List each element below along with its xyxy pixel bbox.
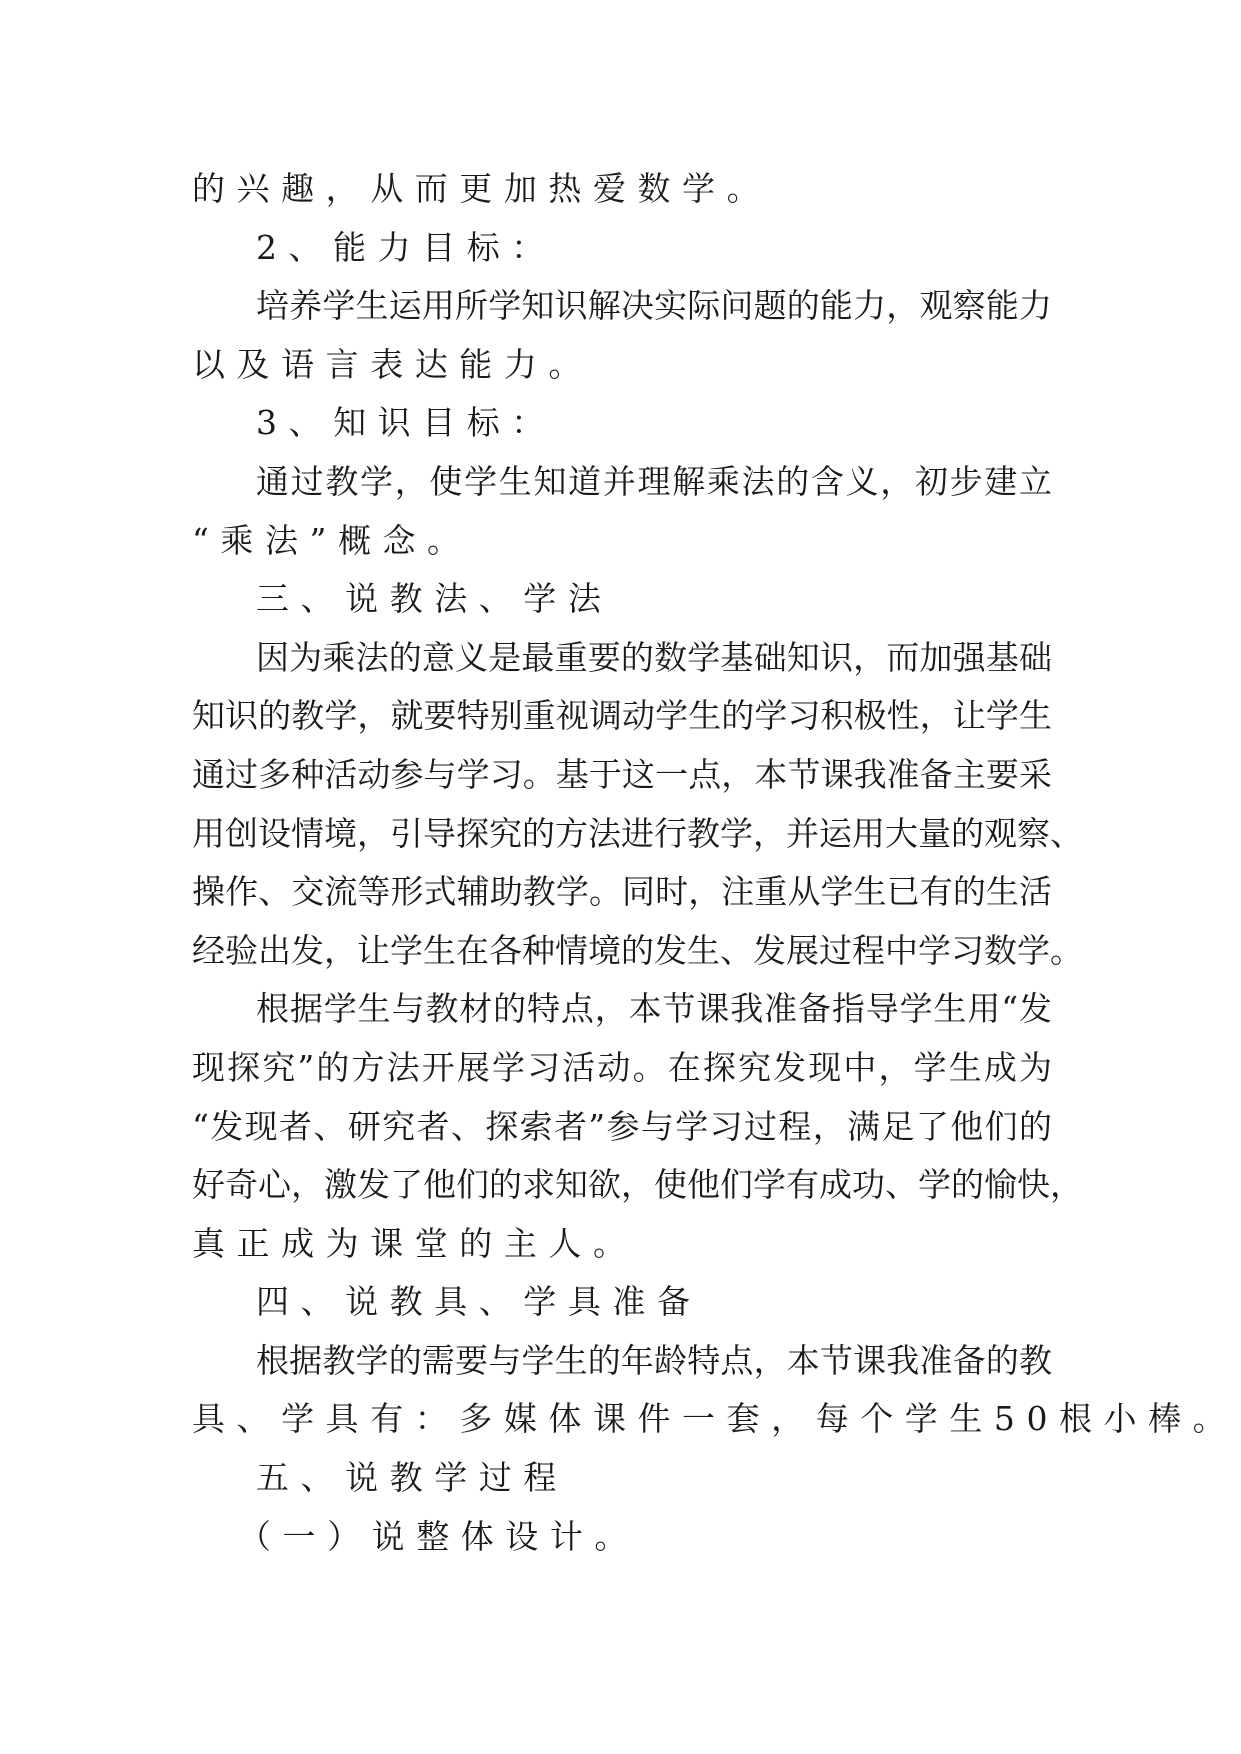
section-heading: 三、说教法、学法 (256, 579, 613, 619)
text-line: “发现者、研究者、探索者”参与学习过程，满足了他们的 (192, 1106, 1052, 1146)
text-line: 根据学生与教材的特点，本节课我准备指导学生用“发 (256, 989, 1052, 1029)
text-line: 经验出发，让学生在各种情境的发生、发展过程中学习数学。 (192, 930, 1083, 970)
text-line: 2、能力目标： (256, 227, 556, 267)
text-line: 通过多种活动参与学习。基于这一点，本节课我准备主要采 (192, 754, 1052, 794)
subsection-heading: （一）说整体设计。 (238, 1516, 639, 1556)
text-line: 以及语言表达能力。 (192, 344, 593, 384)
text-line: 通过教学，使学生知道并理解乘法的含义，初步建立 (256, 461, 1052, 501)
text-line: 具、学具有：多媒体课件一套，每个学生50根小棒。 (192, 1399, 1238, 1439)
text-line: 操作、交流等形式辅助教学。同时，注重从学生已有的生活 (192, 872, 1052, 912)
text-line: 根据教学的需要与学生的年龄特点，本节课我准备的教 (256, 1340, 1052, 1380)
text-line: 因为乘法的意义是最重要的数学基础知识，而加强基础 (256, 637, 1052, 677)
text-line: 真正成为课堂的主人。 (192, 1223, 638, 1263)
document-body (192, 160, 1238, 1566)
text-line: 3、知识目标： (256, 403, 556, 443)
text-line: 的兴趣，从而更加热爱数学。 (192, 169, 772, 208)
section-heading: 四、说教具、学具准备 (256, 1282, 702, 1322)
text-line: 知识的教学，就要特别重视调动学生的学习积极性，让学生 (192, 696, 1052, 736)
section-heading: 五、说教学过程 (256, 1458, 568, 1498)
text-line: 用创设情境，引导探究的方法进行教学，并运用大量的观察、 (192, 813, 1083, 853)
text-line: 现探究”的方法开展学习活动。在探究发现中，学生成为 (192, 1047, 1052, 1087)
text-line: “乘法”概念。 (192, 520, 472, 560)
text-line: 培养学生运用所学知识解决实际问题的能力，观察能力 (256, 286, 1052, 326)
text-line: 好奇心，激发了他们的求知欲，使他们学有成功、学的愉快， (192, 1165, 1083, 1205)
